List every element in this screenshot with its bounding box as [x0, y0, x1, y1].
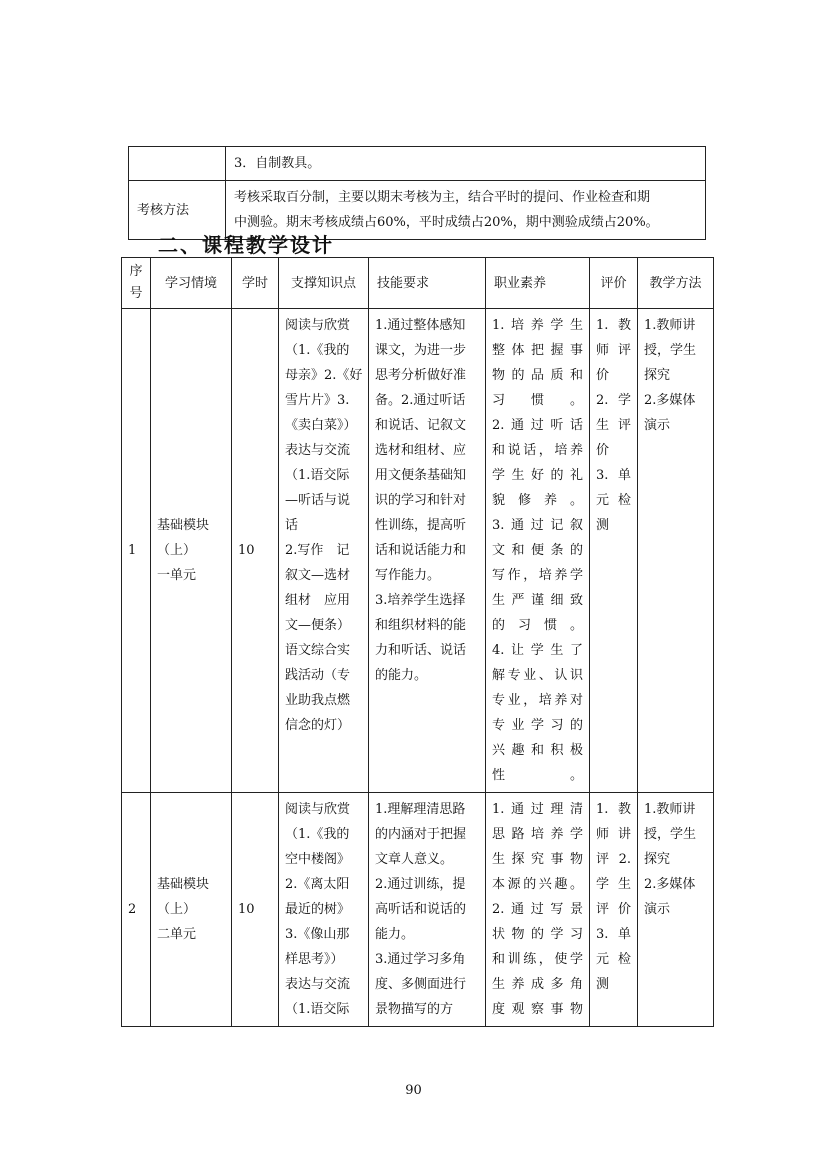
header-method: 教学方法	[638, 258, 714, 309]
cell-line: 评 2.	[596, 852, 631, 867]
table-header-row	[122, 258, 714, 309]
cell-line: 文—便条）	[285, 618, 351, 633]
cell-line: 和组织材料的能	[375, 618, 467, 633]
cell-line: 物的品质和	[492, 368, 583, 383]
cell-line: 2.写作 记	[285, 543, 350, 558]
cell-line: 2.通过听话	[492, 418, 583, 433]
empty-label-cell	[129, 147, 226, 181]
cell-line: 状物的学习	[492, 927, 583, 942]
header-seq-line: 号	[129, 286, 143, 301]
cell-line: 1.教师讲	[644, 318, 696, 333]
row-literacy	[486, 309, 590, 793]
cell-line: 文章人意义。	[375, 852, 454, 867]
cell-line: 样思考》）	[285, 952, 344, 967]
cell-line: 信念的灯）	[285, 718, 351, 733]
row-situation	[151, 309, 232, 793]
header-seq	[122, 258, 151, 309]
cell-line: 3.通过记叙	[492, 518, 583, 533]
cell-line: 性。	[492, 768, 583, 783]
cell-line: 的习惯。	[492, 618, 583, 633]
cell-line: 和训练，使学	[492, 952, 583, 967]
cell-line: 2.《离太阳	[285, 877, 350, 892]
assessment-text-line: 考核采取百分制，主要以期末考核为主，结合平时的提问、作业检查和期	[234, 190, 651, 205]
cell-line: 1.教师讲	[644, 802, 696, 817]
row-literacy	[486, 793, 590, 1027]
cell-line: 3.通过学习多角	[375, 952, 466, 967]
row-method	[638, 309, 714, 793]
cell-line: 师讲	[596, 827, 631, 842]
cell-line: 1.通过整体感知	[375, 318, 466, 333]
cell-line: 授，学生	[644, 343, 697, 358]
cell-line: 的内涵对于把握	[375, 827, 467, 842]
header-knowledge: 支撑知识点	[279, 258, 369, 309]
cell-line: 话和说话能力和	[375, 543, 467, 558]
cell-line: 《卖白菜》）	[285, 418, 357, 433]
cell-line: 2.通过训练，提	[375, 877, 466, 892]
cell-line: 景物描写的方	[375, 1002, 454, 1017]
cell-line: 一单元	[157, 568, 197, 583]
cell-line: 母亲》2.《好	[285, 368, 363, 383]
cell-line: 和说话、记叙文	[375, 418, 467, 433]
cell-line: 探究	[644, 852, 671, 867]
cell-line: 价	[596, 368, 610, 383]
cell-line: 学生好的礼	[492, 468, 583, 483]
cell-line: 阅读与欣赏	[285, 318, 351, 333]
table-row	[122, 309, 714, 793]
row-hours: 10	[232, 309, 279, 793]
cell-line: （1.《我的	[285, 827, 350, 842]
cell-line: 文和便条的	[492, 543, 583, 558]
cell-line: 表达与交流	[285, 977, 351, 992]
section-title: 二、课程教学设计	[158, 233, 334, 257]
cell-line: 思路培养学	[492, 827, 583, 842]
cell-line: 授，学生	[644, 827, 697, 842]
header-situation: 学习情境	[151, 258, 232, 309]
cell-line: 力和听话、说话	[375, 643, 467, 658]
row-knowledge	[279, 309, 369, 793]
cell-line: 师评	[596, 343, 631, 358]
cell-line: 的能力。	[375, 668, 428, 683]
cell-line: 2.多媒体	[644, 877, 696, 892]
cell-line: 生严谨细致	[492, 593, 583, 608]
cell-line: 备。2.通过听话	[375, 393, 466, 408]
assessment-text-line: 中测验。期末考核成绩占60%，平时成绩占20%，期中测验成绩占20%。	[234, 215, 659, 230]
cell-line: 1.培养学生	[492, 318, 583, 333]
cell-line: 1. 教	[596, 318, 631, 333]
cell-line: 生探究事物	[492, 852, 583, 867]
cell-line: 二单元	[157, 927, 197, 942]
cell-line: 3.《像山那	[285, 927, 350, 942]
header-hours: 学时	[232, 258, 279, 309]
cell-line: 测	[596, 977, 610, 992]
assessment-table	[128, 146, 706, 240]
cell-line: 演示	[644, 418, 671, 433]
cell-line: 能力。	[375, 927, 415, 942]
cell-line: 空中楼阁》	[285, 852, 351, 867]
cell-line: 写作能力。	[375, 568, 441, 583]
course-design-table	[121, 257, 714, 1027]
cell-line: 叙文—选材	[285, 568, 351, 583]
cell-line: 雪片片》3.	[285, 393, 350, 408]
cell-line: 语文综合实	[285, 643, 351, 658]
row-skills	[369, 309, 486, 793]
cell-line: 生养成多角	[492, 977, 583, 992]
cell-line: 3. 单	[596, 468, 631, 483]
cell-line: 基础模块	[157, 518, 210, 533]
cell-line: 学生	[596, 877, 631, 892]
cell-line: 评价	[596, 902, 631, 917]
cell-line: 元检	[596, 952, 631, 967]
cell-line: 整体把握事	[492, 343, 583, 358]
cell-line: 度、多侧面进行	[375, 977, 467, 992]
cell-line: 解专业、认识	[492, 668, 583, 683]
cell-line: 性训练，提高听	[375, 518, 467, 533]
cell-line: 表达与交流	[285, 443, 351, 458]
cell-line: 思考分析做好准	[375, 368, 467, 383]
cell-line: （1.语交际	[285, 1002, 350, 1017]
row-hours: 10	[232, 793, 279, 1027]
cell-line: 演示	[644, 902, 671, 917]
cell-line: 测	[596, 518, 610, 533]
cell-line: 本源的兴趣。	[492, 877, 583, 892]
cell-line: 用文便条基础知	[375, 468, 467, 483]
cell-line: 3.培养学生选择	[375, 593, 466, 608]
row-evaluation	[590, 309, 638, 793]
cell-line: 课文，为进一步	[375, 343, 467, 358]
row-seq: 1	[122, 309, 151, 793]
header-literacy: 职业素养	[486, 258, 590, 309]
row-skills	[369, 793, 486, 1027]
cell-line: 1. 教	[596, 802, 631, 817]
cell-line: 1.通过理清	[492, 802, 583, 817]
cell-line: 写作，培养学	[492, 568, 583, 583]
cell-line: 业助我点燃	[285, 693, 351, 708]
cell-line: （上）	[157, 543, 197, 558]
header-skills: 技能要求	[369, 258, 486, 309]
cell-line: 专业，培养对	[492, 693, 583, 708]
row-knowledge	[279, 793, 369, 1027]
assessment-row-materials	[129, 147, 706, 181]
cell-line: —听话与说	[285, 493, 351, 508]
assessment-label: 考核方法	[129, 181, 226, 240]
cell-line: 探究	[644, 368, 671, 383]
cell-line: 识的学习和针对	[375, 493, 467, 508]
cell-line: 元检	[596, 493, 631, 508]
cell-line: 最近的树》	[285, 902, 351, 917]
cell-line: 和说话，培养	[492, 443, 583, 458]
cell-line: 基础模块	[157, 877, 210, 892]
row-evaluation	[590, 793, 638, 1027]
cell-line: 组材 应用	[285, 593, 351, 608]
cell-line: 2.多媒体	[644, 393, 696, 408]
cell-line: 专业学习的	[492, 718, 583, 733]
cell-line: 2.通过写景	[492, 902, 583, 917]
page-number: 90	[405, 1083, 422, 1098]
header-seq-line: 序	[129, 264, 143, 279]
cell-line: 兴趣和积极	[492, 743, 583, 758]
cell-line: 度观察事物	[492, 1002, 583, 1017]
row-method	[638, 793, 714, 1027]
table-row	[122, 793, 714, 1027]
cell-line: （上）	[157, 902, 197, 917]
cell-line: （1.《我的	[285, 343, 350, 358]
cell-line: 2. 学	[596, 393, 631, 408]
cell-line: 选材和组材、应	[375, 443, 467, 458]
cell-line: 高听话和说话的	[375, 902, 467, 917]
header-evaluation: 评价	[590, 258, 638, 309]
cell-line: 貌修养。	[492, 493, 583, 508]
cell-line: （1.语交际	[285, 468, 350, 483]
cell-line: 价	[596, 443, 610, 458]
cell-line: 习惯。	[492, 393, 583, 408]
cell-line: 1.理解理清思路	[375, 802, 466, 817]
cell-line: 4.让学生了	[492, 643, 583, 658]
cell-line: 阅读与欣赏	[285, 802, 351, 817]
row-situation	[151, 793, 232, 1027]
cell-line: 话	[285, 518, 299, 533]
row-seq: 2	[122, 793, 151, 1027]
cell-line: 生评	[596, 418, 631, 433]
cell-line: 践活动（专	[285, 668, 351, 683]
cell-line: 3. 单	[596, 927, 631, 942]
materials-text: 3．自制教具。	[226, 147, 706, 181]
